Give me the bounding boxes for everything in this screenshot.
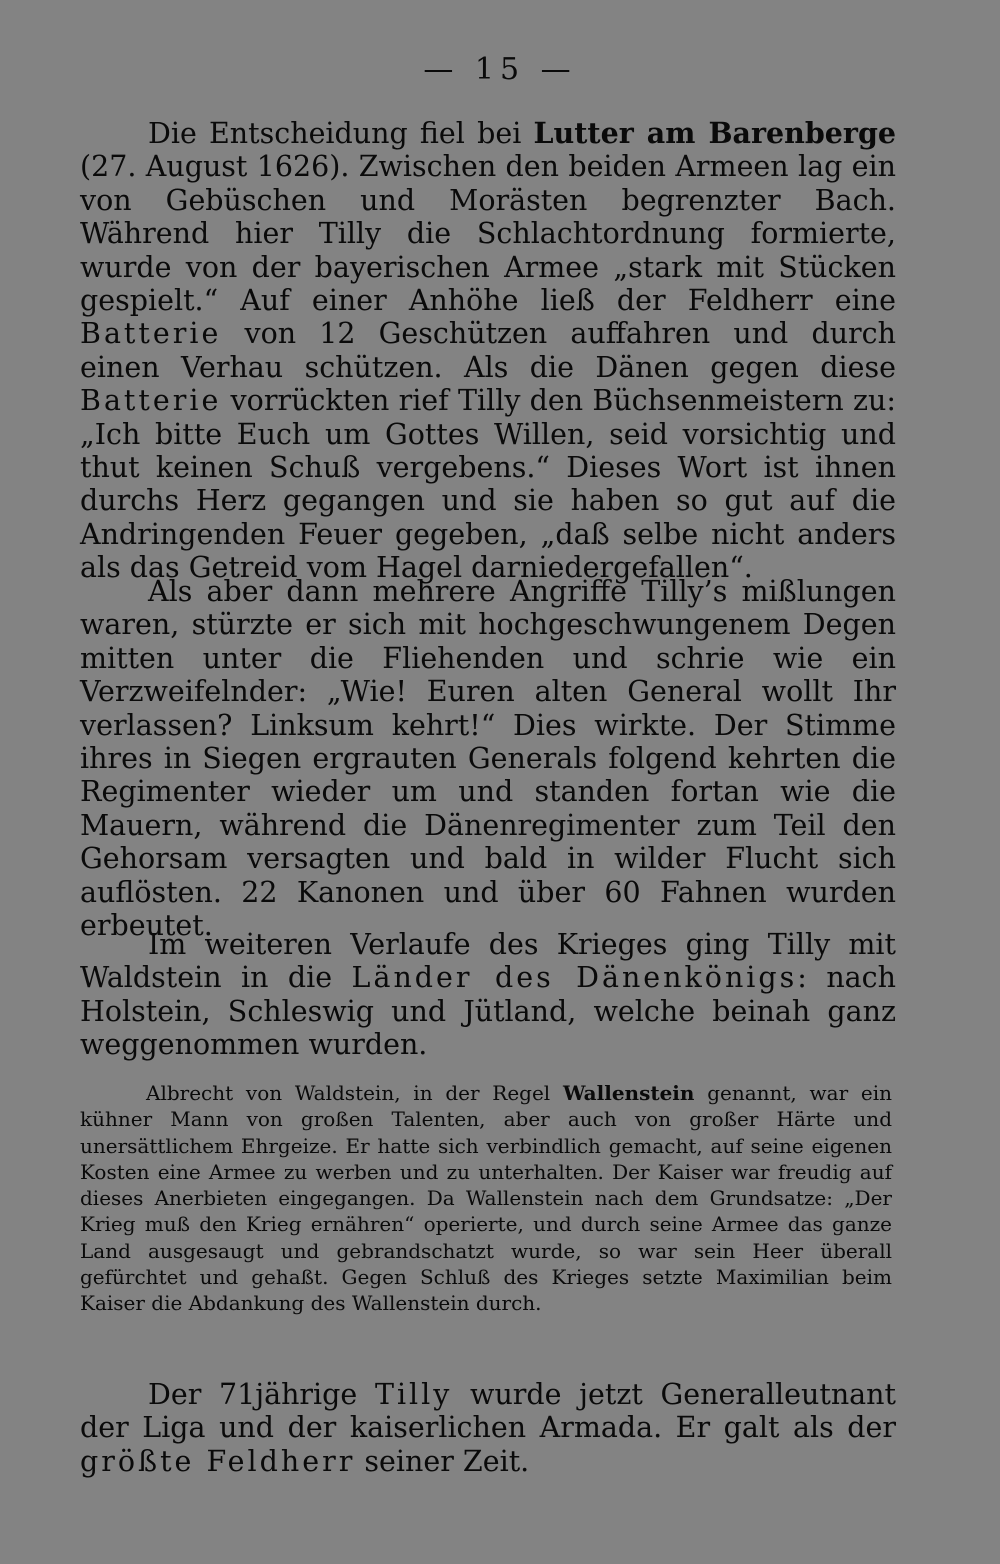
paragraph-text: von 12 Geschützen auffahren und durch einen Verhau schützen. Als die Dänen gegen diese [80,317,896,384]
paragraph-text: Im weiteren Verlaufe des Krieges ging Tilly mit Waldstein in die [80,928,896,995]
spaced-word: Batterie [80,317,222,351]
spaced-word: Batterie [80,384,222,418]
footnote-text: genannt, war ein kühner Mann von großen Talenten, aber auch von großer Härte und unersättlichem Ehrgeize. Er hatte sich verbindlich gemacht, auf seine eigenen Kosten eine Armee zu werben und zu unterhalten. Der Kaiser war freudig auf dieses Anerbieten eingegangen. Da Wallenstein nach dem Grundsatze: „Der Krieg muß den Krieg ernähren“ operierte, und durch seine Armee das ganze Land ausgesaugt und gebrandschatzt wurde, so war sein Heer überall gefürchtet und gehaßt. Gegen Schluß des Krieges setzte Maximilian beim Kaiser die Abdankung des Wallenstein durch. [80,1081,892,1316]
paragraph-tilly-rally [80,575,896,942]
spaced-phrase: Länder des Dänenkönigs [351,961,798,995]
page-number: — 15 — [423,52,577,87]
footnote-text: Albrecht von Waldstein, in der Regel [146,1081,563,1105]
paragraph-text: wurde jetzt Generalleutnant der Liga und der kaiserlichen Armada. Er galt als der [80,1378,896,1445]
paragraph-text: Als aber dann mehrere Angriffe Tilly’s mißlungen waren, stürzte er sich mit hochgeschwungenem Degen mitten unter die Fliehenden und schrie wie ein Verzweifelnder: „Wie! Euren alten General wollt Ihr verlassen? Linksum kehrt!“ Dies wirkte. Der Stimme ihres in Siegen ergrauten Generals folgend kehrten die Regimenter wieder um und standen fortan wie die Mauern, während die Dänenregimenter zum Teil den Gehorsam versagten und bald in wilder Flucht sich auflösten. 22 Kanonen und über 60 Fahnen wurden erbeutet. [80,575,896,943]
paragraph-text: : nach Holstein, Schleswig und Jütland, welche beinah ganz weggenommen wurden. [80,961,896,1062]
paragraph-campaign-north [80,928,896,1062]
spaced-name: Tilly [374,1378,453,1411]
footnote-wallenstein [80,1080,892,1317]
paragraph-battle-lutter [80,117,896,585]
paragraph-text: seiner Zeit. [355,1444,530,1478]
paragraph-tilly-general [80,1378,896,1478]
paragraph-text: vorrückten rief Tilly den Büchsenmeistern zu: „Ich bitte Euch um Gottes Willen, seid vorsichtig und thut keinen Schuß vergebens.“ Dieses Wort ist ihnen durchs Herz gegangen und sie haben so gut auf die Andringenden Feuer gegeben, „daß selbe nicht anders als das Getreid vom Hagel darniedergefallen“. [80,384,896,585]
paragraph-text: (27. August 1626). Zwischen den beiden Armeen lag ein von Gebüschen und Morästen begrenzter Bach. Während hier Tilly die Schlachtordnung formierte, wurde von der bayerischen Armee „stark mit Stücken gespielt.“ Auf einer Anhöhe ließ der Feldherr eine [80,150,896,318]
spaced-phrase: größte Feldherr [80,1444,356,1478]
paragraph-text: Der 71jährige [148,1378,375,1411]
paragraph-text: Die Entscheidung fiel bei [148,117,534,150]
emphasized-name: Wallenstein [562,1081,695,1105]
emphasized-place-name: Lutter am Barenberge [533,116,896,150]
